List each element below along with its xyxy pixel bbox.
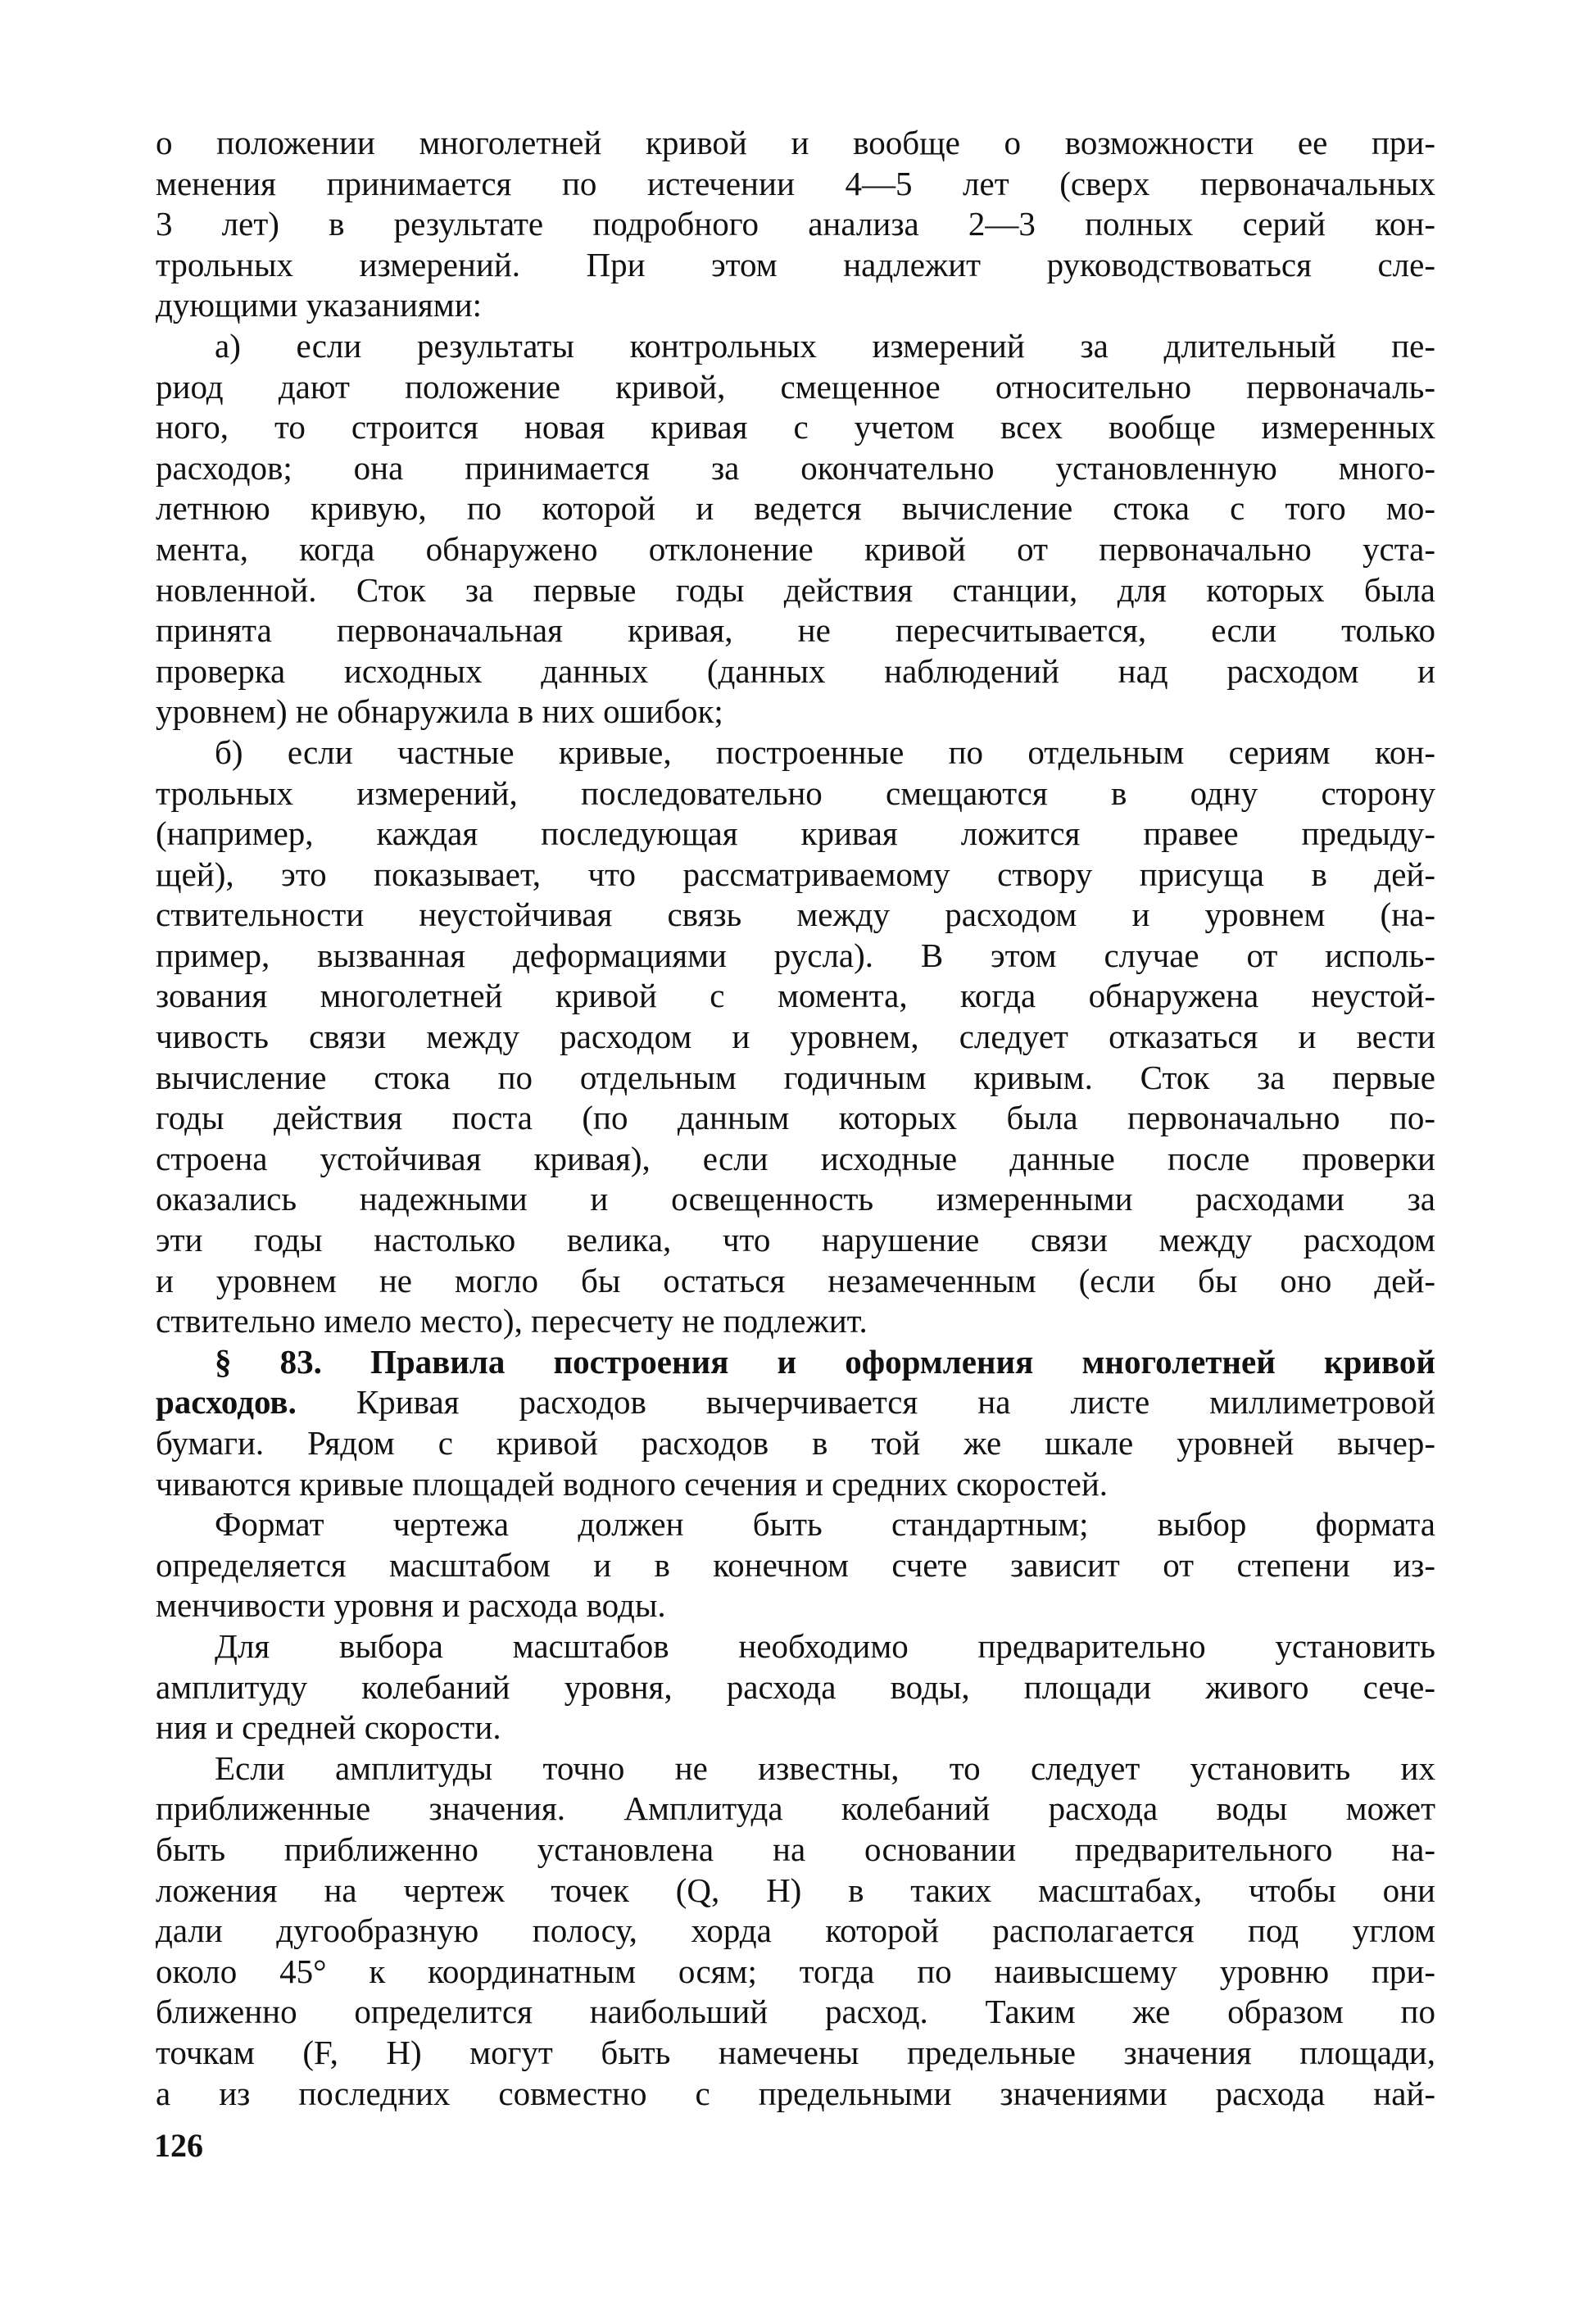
text-line: а) если результаты контрольных измерений за длительный пе- [215,326,1435,365]
text-line: эти годы настолько велика, что нарушение связи между расходом [156,1221,1435,1259]
paragraph [156,1626,1435,1748]
text-line: годы действия поста (по данным которых была первоначально по- [156,1099,1435,1137]
text-line: риод дают положение кривой, смещенное относительно первоначаль- [156,367,1435,406]
text-line: ложения на чертеж точек (Q, H) в таких масштабах, чтобы они [156,1871,1435,1909]
text-line: Если амплитуды точно не известны, то следует установить их [215,1748,1435,1787]
page-body [156,123,1435,2114]
text-line: пример, вызванная деформациями русла). В этом случае от исполь- [156,936,1435,974]
text-line: щей), это показывает, что рассматриваемому створу присуща в дей- [156,855,1435,893]
text-line: ствительно имело место), пересчету не подлежит. [156,1302,868,1340]
text-line: а из последних совместно с предельными значениями расхода най- [156,2074,1435,2112]
section-heading-text: расходов. [156,1383,297,1422]
text-line: 3 лет) в результате подробного анализа 2—3 полных серий кон- [156,205,1435,243]
paragraph [156,1342,1435,1504]
text-line [156,1382,1435,1423]
text-line: расходов; она принимается за окончательно установленную много- [156,448,1435,487]
text-line: чиваются кривые площадей водного сечения и средних скоростей. [156,1464,1109,1503]
text-line: дующими указаниями: [156,286,483,324]
text-line: дали дугообразную полосу, хорда которой располагается под углом [156,1912,1435,1950]
page-number: 126 [154,2127,203,2164]
text-line [156,1342,1435,1383]
text-line: амплитуду колебаний уровня, расхода воды, площади живого сече- [156,1667,1435,1706]
text-line: зования многолетней кривой с момента, когда обнаружена неустой- [156,977,1435,1015]
text-line: новленной. Сток за первые годы действия станции, для которых была [156,570,1435,609]
text-line: менчивости уровня и расхода воды. [156,1586,666,1625]
text-line: летнюю кривую, по которой и ведется вычисление стока с того мо- [156,489,1435,528]
text-line: трольных измерений, последовательно смещаются в одну сторону [156,773,1435,812]
paragraph [156,1504,1435,1626]
text-line: приближенные значения. Амплитуда колебаний расхода воды может [156,1789,1435,1828]
text-line: около 45° к координатным осям; тогда по наивысшему уровню при- [156,1952,1435,1990]
paragraph [156,123,1435,326]
paragraph [156,732,1435,1342]
text-line: Для выбора масштабов необходимо предварительно установить [215,1626,1435,1665]
text-line: ния и средней скорости. [156,1708,501,1747]
text-line: определяется масштабом и в конечном счете зависит от степени из- [156,1545,1435,1584]
text-line: о положении многолетней кривой и вообще о возможности ее при- [156,124,1435,161]
text-line: принята первоначальная кривая, не пересчитывается, если только [156,611,1435,650]
text-line: точкам (F, H) могут быть намечены предельные значения площади, [156,2033,1435,2071]
text-line: Формат чертежа должен быть стандартным; выбор формата [215,1505,1435,1544]
text-line: строена устойчивая кривая), если исходные данные после проверки [156,1139,1435,1177]
text-line: оказались надежными и освещенность измеренными расходами за [156,1180,1435,1218]
text-line: трольных измерений. При этом надлежит руководствоваться сле- [156,245,1435,283]
text-line: и уровнем не могло бы остаться незамеченным (если бы оно дей- [156,1261,1435,1299]
text-line: уровнем) не обнаружила в них ошибок; [156,692,723,731]
text-line: чивость связи между расходом и уровнем, следует отказаться и вести [156,1018,1435,1056]
text-line: бумаги. Рядом с кривой расходов в той же шкале уровней вычер- [156,1424,1435,1462]
text-segment: Кривая расходов вычерчивается на листе миллиметровой [296,1383,1435,1422]
text-line: менения принимается по истечении 4—5 лет (сверх первоначальных [156,164,1435,202]
section-heading-text: § 83. Правила построения и оформления многолетней кривой [215,1342,1435,1381]
text-line: вычисление стока по отдельным годичным кривым. Сток за первые [156,1058,1435,1096]
paragraph [156,1748,1435,2114]
text-line: ного, то строится новая кривая с учетом всех вообще измеренных [156,408,1435,447]
text-line: быть приближенно установлена на основании предварительного на- [156,1830,1435,1868]
text-line: ближенно определится наибольший расход. Таким же образом по [156,1993,1435,2031]
paragraph [156,326,1435,732]
text-line: проверка исходных данных (данных наблюдений над расходом и [156,651,1435,690]
text-line: б) если частные кривые, построенные по отдельным сериям кон- [215,732,1435,771]
text-line: (например, каждая последующая кривая ложится правее предыду- [156,814,1435,853]
text-line: мента, когда обнаружено отклонение кривой от первоначально уста- [156,529,1435,568]
text-line: ствительности неустойчивая связь между расходом и уровнем (на- [156,896,1435,934]
